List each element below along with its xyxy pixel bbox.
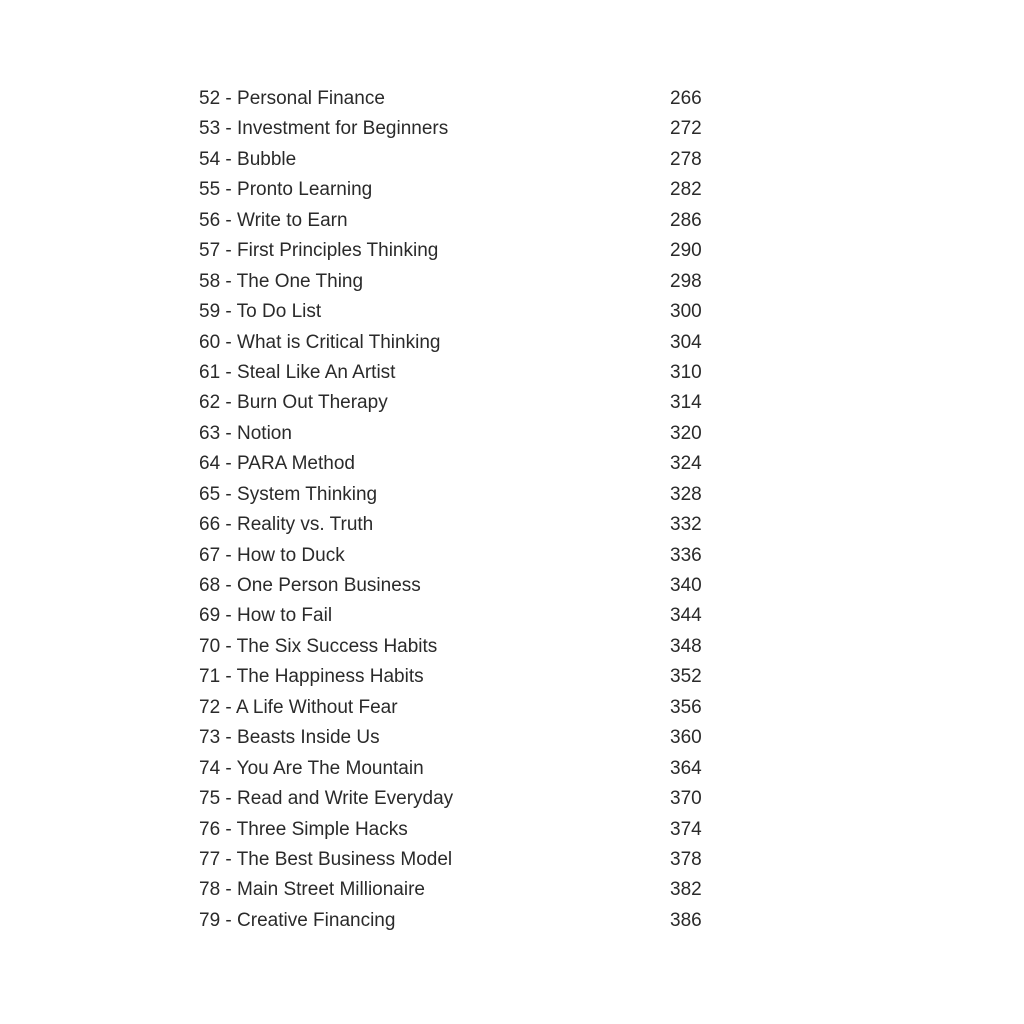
entry-title: 55 - Pronto Learning xyxy=(199,179,373,201)
toc-entry xyxy=(199,632,719,662)
toc-entry xyxy=(199,328,719,358)
toc-entry xyxy=(199,662,719,692)
toc-entry xyxy=(199,236,719,266)
toc-entry xyxy=(199,541,719,571)
entry-title: 72 - A Life Without Fear xyxy=(199,696,398,718)
toc-entry xyxy=(199,145,719,175)
entry-title: 69 - How to Fail xyxy=(199,605,333,627)
toc-entry xyxy=(199,723,719,753)
entry-page-number: 320 xyxy=(670,422,702,444)
entry-title: 65 - System Thinking xyxy=(199,483,378,505)
entry-title: 54 - Bubble xyxy=(199,148,297,170)
entry-title: 71 - The Happiness Habits xyxy=(199,666,424,688)
toc-entry xyxy=(199,114,719,144)
toc-entry xyxy=(199,175,719,205)
entry-page-number: 370 xyxy=(670,788,702,810)
entry-title: 76 - Three Simple Hacks xyxy=(199,818,408,840)
entry-page-number: 304 xyxy=(670,331,702,353)
entry-title: 74 - You Are The Mountain xyxy=(199,757,424,779)
entry-title: 78 - Main Street Millionaire xyxy=(199,879,425,901)
entry-page-number: 310 xyxy=(670,361,702,383)
toc-entry xyxy=(199,601,719,631)
entry-title: 75 - Read and Write Everyday xyxy=(199,788,454,810)
entry-page-number: 382 xyxy=(670,879,702,901)
toc-entry xyxy=(199,358,719,388)
toc-entry xyxy=(199,815,719,845)
entry-page-number: 298 xyxy=(670,270,702,292)
toc-entry xyxy=(199,784,719,814)
entry-title: 63 - Notion xyxy=(199,422,292,444)
entry-page-number: 386 xyxy=(670,909,702,931)
entry-page-number: 378 xyxy=(670,848,702,870)
entry-title: 61 - Steal Like An Artist xyxy=(199,361,396,383)
entry-page-number: 352 xyxy=(670,666,702,688)
entry-title: 77 - The Best Business Model xyxy=(199,848,453,870)
entry-title: 68 - One Person Business xyxy=(199,575,421,596)
toc-entry xyxy=(199,875,719,905)
entry-title: 60 - What is Critical Thinking xyxy=(199,331,441,353)
entry-title: 70 - The Six Success Habits xyxy=(199,635,438,657)
entry-title: 53 - Investment for Beginners xyxy=(199,118,449,140)
entry-page-number: 278 xyxy=(670,148,702,170)
toc-entry xyxy=(199,510,719,540)
entry-page-number: 336 xyxy=(670,544,702,566)
entry-title: 52 - Personal Finance xyxy=(199,88,385,109)
toc-entry xyxy=(199,449,719,479)
entry-page-number: 348 xyxy=(670,635,702,657)
entry-title: 57 - First Principles Thinking xyxy=(199,240,439,262)
entry-page-number: 364 xyxy=(670,757,702,779)
entry-page-number: 282 xyxy=(670,179,702,201)
entry-title: 56 - Write to Earn xyxy=(199,209,348,231)
toc-entry xyxy=(199,419,719,449)
entry-title: 64 - PARA Method xyxy=(199,453,355,475)
entry-page-number: 360 xyxy=(670,727,702,749)
entry-page-number: 286 xyxy=(670,209,702,231)
entry-page-number: 324 xyxy=(670,453,702,475)
toc-entry xyxy=(199,906,719,936)
toc-entry xyxy=(199,693,719,723)
toc-entry xyxy=(199,267,719,297)
entry-page-number: 344 xyxy=(670,605,702,627)
toc-entry xyxy=(199,571,719,601)
toc-entry xyxy=(199,84,719,114)
entry-title: 73 - Beasts Inside Us xyxy=(199,727,380,749)
toc-entry xyxy=(199,480,719,510)
entry-page-number: 328 xyxy=(670,483,702,505)
entry-page-number: 374 xyxy=(670,818,702,840)
entry-title: 79 - Creative Financing xyxy=(199,909,396,931)
table-of-contents xyxy=(199,84,719,936)
toc-entry xyxy=(199,845,719,875)
entry-title: 66 - Reality vs. Truth xyxy=(199,514,374,536)
toc-entry xyxy=(199,754,719,784)
entry-title: 62 - Burn Out Therapy xyxy=(199,392,388,414)
entry-title: 58 - The One Thing xyxy=(199,270,364,292)
toc-entry xyxy=(199,297,719,327)
entry-page-number: 266 xyxy=(670,88,702,109)
toc-entry xyxy=(199,388,719,418)
entry-page-number: 300 xyxy=(670,301,702,323)
entry-title: 67 - How to Duck xyxy=(199,544,345,566)
entry-page-number: 340 xyxy=(670,575,702,596)
entry-title: 59 - To Do List xyxy=(199,301,322,323)
entry-page-number: 314 xyxy=(670,392,702,414)
entry-page-number: 290 xyxy=(670,240,702,262)
entry-page-number: 272 xyxy=(670,118,702,140)
entry-page-number: 356 xyxy=(670,696,702,718)
toc-entry xyxy=(199,206,719,236)
entry-page-number: 332 xyxy=(670,514,702,536)
